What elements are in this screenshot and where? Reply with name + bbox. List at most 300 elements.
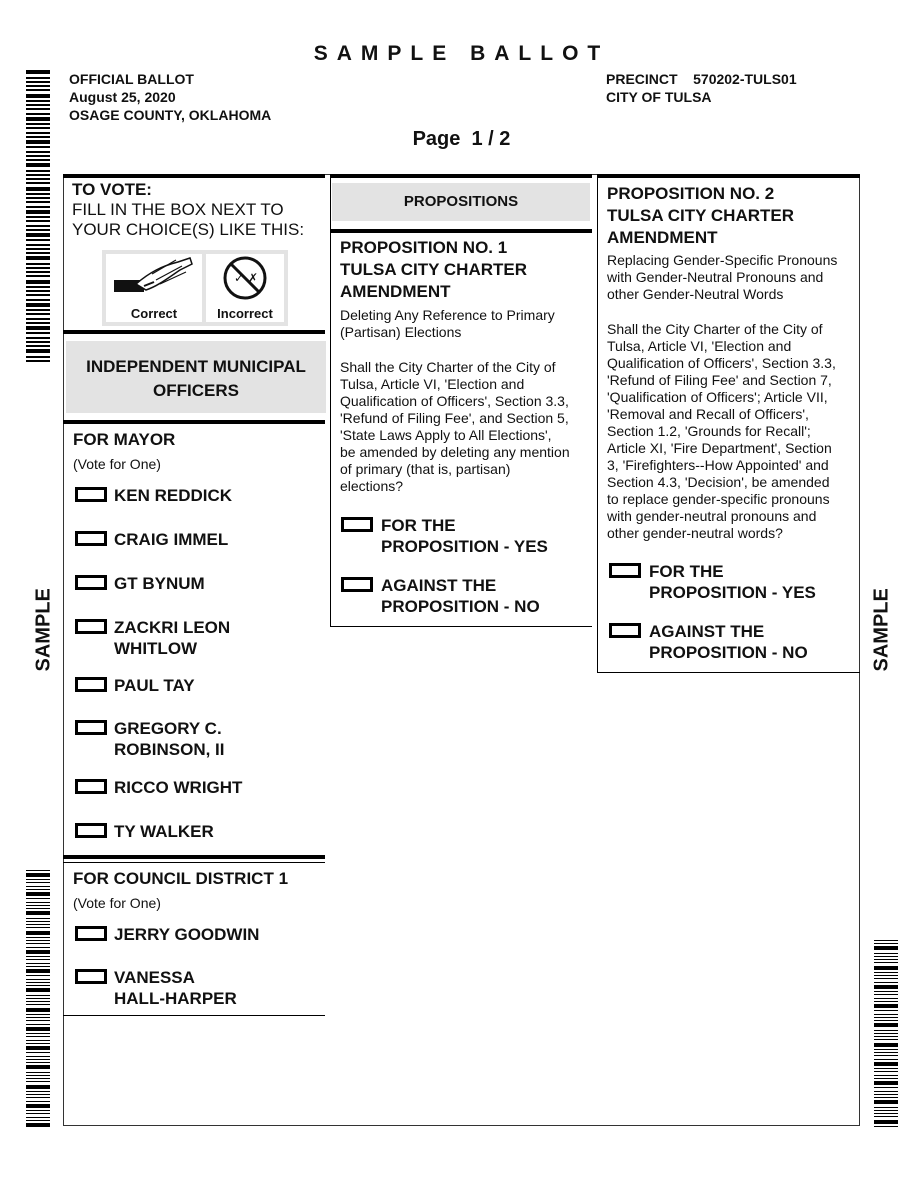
timing-mark [874, 985, 898, 989]
vote-box[interactable] [75, 677, 107, 692]
timing-mark [26, 1040, 50, 1041]
timing-mark [26, 248, 50, 250]
timing-mark [26, 140, 50, 144]
vote-box[interactable] [75, 779, 107, 794]
timing-mark [874, 1113, 898, 1114]
svg-text:✓: ✓ [234, 271, 245, 285]
prop-title-line: PROPOSITION NO. 2 [607, 184, 775, 203]
vote-box[interactable] [75, 575, 107, 590]
timing-mark [874, 975, 898, 976]
prop-subtitle-line: with Gender-Neutral Pronouns and [607, 269, 824, 285]
timing-mark [874, 1010, 898, 1011]
prop-rule [330, 229, 592, 233]
timing-mark [26, 908, 50, 909]
instructions-title: TO VOTE: [72, 180, 152, 199]
candidate-name: TY WALKER [114, 822, 214, 841]
timing-mark [26, 1014, 50, 1015]
timing-mark [26, 337, 50, 339]
timing-mark [26, 132, 50, 134]
timing-mark [874, 1049, 898, 1050]
timing-mark [26, 1094, 50, 1095]
timing-mark [26, 988, 50, 992]
timing-mark [26, 123, 50, 125]
candidate-name: JERRY GOODWIN [114, 925, 260, 944]
timing-mark [26, 998, 50, 999]
timing-mark [26, 151, 50, 153]
timing-mark [874, 962, 898, 963]
option-label-line: AGAINST THE [649, 622, 765, 641]
timing-mark [26, 225, 50, 227]
correct-example [106, 254, 202, 322]
prop-subtitle-line: other Gender-Neutral Words [607, 286, 784, 302]
timing-mark [874, 1023, 898, 1027]
vote-for-one: (Vote for One) [73, 895, 161, 911]
candidate-name-line: GREGORY C. [114, 719, 222, 738]
prohibited-marks-icon [206, 254, 284, 304]
timing-mark [26, 100, 50, 102]
timing-mark [874, 956, 898, 957]
option-label-line: PROPOSITION - YES [381, 537, 548, 556]
timing-mark [26, 77, 50, 79]
timing-mark [26, 1123, 50, 1127]
prop-text-line: Shall the City Charter of the City of [340, 359, 556, 375]
timing-mark [874, 966, 898, 970]
timing-mark [26, 905, 50, 906]
prop-text-line: to replace gender-specific pronouns [607, 491, 830, 507]
candidate-name: KEN REDDICK [114, 486, 233, 505]
timing-mark [26, 924, 50, 925]
column-top-rule [330, 174, 592, 178]
prop-text-line: other gender-neutral words? [607, 525, 783, 541]
timing-mark [874, 1004, 898, 1008]
timing-mark [26, 1078, 50, 1079]
timing-mark [26, 1046, 50, 1050]
instructions-line: FILL IN THE BOX NEXT TO [72, 200, 284, 219]
timing-mark [874, 1107, 898, 1108]
candidate-name-line: ROBINSON, II [114, 740, 225, 759]
timing-mark [26, 1027, 50, 1031]
prop-end-rule [597, 672, 860, 673]
timing-mark [26, 1059, 50, 1060]
vote-box[interactable] [75, 926, 107, 941]
timing-mark [874, 1091, 898, 1092]
candidate-name [114, 967, 237, 1009]
prop-text-line: 'Removal and Recall of Officers', [607, 406, 809, 422]
timing-mark [26, 1052, 50, 1053]
timing-mark [26, 187, 50, 191]
option-label-line: PROPOSITION - NO [649, 643, 808, 662]
marking-example [102, 250, 288, 326]
timing-mark [26, 892, 50, 896]
prop-subtitle-line: (Partisan) Elections [340, 324, 462, 340]
timing-mark [874, 1052, 898, 1053]
prop-text-line: Qualification of Officers', Section 3.3, [607, 355, 836, 371]
timing-mark [26, 963, 50, 964]
timing-mark [874, 1116, 898, 1117]
timing-mark [26, 995, 50, 996]
timing-mark [26, 982, 50, 983]
prop-text-line: with gender-neutral pronouns and [607, 508, 817, 524]
option-label [649, 561, 816, 603]
timing-mark [26, 345, 50, 347]
precinct-line: PRECINCT 570202-TULS01 [606, 71, 797, 87]
timing-mark [26, 229, 50, 231]
timing-mark [874, 943, 898, 944]
header-line: OSAGE COUNTY, OKLAHOMA [69, 107, 272, 123]
prop-text-line: Qualification of Officers', Section 3.3, [340, 393, 569, 409]
correct-label: Correct [130, 306, 178, 321]
prop-title-line: TULSA CITY CHARTER [607, 206, 794, 225]
section-header-line: INDEPENDENT MUNICIPAL [86, 357, 306, 376]
timing-mark [874, 940, 898, 941]
prop-text-line: be amended by deleting any mention [340, 444, 570, 460]
prop-text-line: Section 4.3, 'Decision', be amended [607, 474, 830, 490]
timing-mark [26, 146, 50, 148]
timing-mark [26, 201, 50, 203]
timing-mark [874, 1120, 898, 1124]
timing-mark [26, 341, 50, 343]
vote-instructions [72, 180, 304, 240]
timing-mark [26, 940, 50, 941]
timing-mark [26, 252, 50, 254]
vote-box[interactable] [609, 563, 641, 578]
timing-mark [26, 256, 50, 260]
timing-mark [26, 182, 50, 184]
timing-mark [26, 873, 50, 877]
timing-mark [26, 985, 50, 986]
ballot-title: SAMPLE BALLOT [313, 42, 610, 65]
timing-mark [26, 886, 50, 887]
timing-mark [26, 1091, 50, 1092]
timing-mark [26, 233, 50, 237]
timing-mark [26, 911, 50, 915]
timing-mark [26, 931, 50, 935]
prop-text-line: Tulsa, Article VI, 'Election and [607, 338, 792, 354]
timing-mark [26, 879, 50, 880]
timing-mark [26, 81, 50, 83]
prop-subtitle-line: Replacing Gender-Specific Pronouns [607, 252, 838, 268]
ballot-header-left [69, 70, 271, 124]
timing-mark [874, 1062, 898, 1066]
prop-title-line: TULSA CITY CHARTER [340, 260, 527, 279]
candidate-name-line: VANESSA [114, 968, 195, 987]
timing-mark [26, 275, 50, 277]
prop1-title [340, 237, 527, 303]
timing-mark [26, 969, 50, 973]
timing-mark [26, 136, 50, 138]
candidate-name [114, 718, 225, 760]
vote-box[interactable] [75, 969, 107, 984]
timing-mark [26, 309, 50, 311]
timing-mark [26, 244, 50, 246]
timing-mark [26, 210, 50, 214]
timing-mark [874, 1030, 898, 1031]
timing-mark [26, 1104, 50, 1108]
prop-end-rule [330, 626, 592, 627]
timing-mark [26, 271, 50, 273]
timing-mark [26, 299, 50, 301]
timing-mark [26, 918, 50, 919]
candidate-name-line: ZACKRI LEON [114, 618, 231, 637]
timing-mark [26, 1056, 50, 1057]
timing-mark [874, 1001, 898, 1002]
timing-mark [26, 1075, 50, 1076]
race-title-council: FOR COUNCIL DISTRICT 1 [73, 869, 289, 888]
timing-mark [874, 982, 898, 983]
candidate-name-line: HALL-HARPER [114, 989, 237, 1008]
prop-text-line: elections? [340, 478, 404, 494]
propositions-header-label: PROPOSITIONS [403, 193, 519, 210]
vote-box[interactable] [609, 623, 641, 638]
candidate-name: GT BYNUM [114, 574, 205, 593]
timing-mark [26, 318, 50, 320]
timing-mark [26, 174, 50, 176]
column-divider [597, 176, 598, 673]
page-number: Page 1 / 2 [412, 128, 511, 150]
prop2-subtitle [607, 252, 837, 303]
timing-mark [26, 360, 50, 362]
prop-text-line: 'State Laws Apply to All Elections', [340, 427, 552, 443]
timing-mark [26, 898, 50, 899]
timing-mark [26, 1065, 50, 1069]
timing-mark [26, 193, 50, 195]
timing-mark [26, 1043, 50, 1044]
timing-mark [874, 978, 898, 979]
option-label-line: PROPOSITION - YES [649, 583, 816, 602]
timing-mark [874, 1100, 898, 1104]
timing-mark [26, 943, 50, 944]
prop-text-line: 3, 'Firefighters--How Appointed' and [607, 457, 829, 473]
prop-text-line: of primary (that is, partisan) [340, 461, 511, 477]
timing-mark [874, 1078, 898, 1079]
candidate-name: CRAIG IMMEL [114, 530, 229, 549]
timing-mark [26, 1072, 50, 1073]
incorrect-label: Incorrect [217, 306, 273, 321]
timing-marks-left-top [26, 70, 50, 365]
timing-mark [26, 1036, 50, 1037]
timing-mark [874, 1097, 898, 1098]
prop-text-line: 'Refund of Filing Fee', and Section 5, [340, 410, 569, 426]
timing-mark [26, 950, 50, 954]
timing-mark [874, 1014, 898, 1015]
timing-mark [26, 70, 50, 74]
option-label-line: FOR THE [381, 516, 456, 535]
candidate-name: PAUL TAY [114, 676, 195, 695]
column-divider [330, 176, 331, 627]
timing-mark [26, 1110, 50, 1111]
timing-mark [26, 332, 50, 334]
option-label [649, 621, 808, 663]
timing-mark [26, 1117, 50, 1118]
timing-mark [874, 1039, 898, 1040]
timing-mark [26, 267, 50, 269]
timing-mark [26, 197, 50, 199]
timing-mark [26, 163, 50, 167]
timing-mark [26, 1097, 50, 1098]
timing-mark [26, 1085, 50, 1089]
side-sample-label-right: SAMPLE [870, 588, 893, 672]
prop2-question [607, 321, 836, 542]
option-label-line: PROPOSITION - NO [381, 597, 540, 616]
timing-mark [26, 178, 50, 180]
vote-box[interactable] [75, 487, 107, 502]
section-header-line: OFFICERS [153, 381, 239, 400]
timing-mark [26, 313, 50, 315]
vote-box[interactable] [75, 720, 107, 735]
timing-mark [26, 104, 50, 106]
timing-mark [26, 1062, 50, 1063]
timing-mark [874, 946, 898, 950]
timing-mark [26, 294, 50, 296]
vote-for-one: (Vote for One) [73, 456, 161, 472]
timing-mark [26, 947, 50, 948]
timing-mark [26, 239, 50, 241]
timing-mark [874, 1068, 898, 1069]
column-top-rule [63, 174, 325, 178]
ballot-header-right [606, 70, 797, 106]
vote-box[interactable] [75, 619, 107, 634]
prop1-subtitle [340, 307, 555, 341]
prop-text-line: 'Qualification of Officers'; Article VII, [607, 389, 828, 405]
race-end-rule [63, 1015, 325, 1016]
timing-mark [26, 216, 50, 218]
race-rule [63, 855, 325, 859]
timing-mark [26, 1004, 50, 1005]
timing-mark [26, 113, 50, 115]
timing-mark [26, 206, 50, 208]
timing-mark [874, 1055, 898, 1056]
timing-mark [874, 959, 898, 960]
timing-mark [26, 1001, 50, 1002]
timing-mark [26, 966, 50, 967]
timing-mark [26, 937, 50, 938]
timing-mark [874, 1110, 898, 1111]
timing-mark [26, 326, 50, 330]
timing-mark [26, 159, 50, 161]
vote-box[interactable] [75, 823, 107, 838]
timing-mark [26, 263, 50, 265]
timing-mark [26, 89, 50, 91]
timing-mark [26, 902, 50, 903]
candidate-name [114, 617, 230, 659]
timing-mark [26, 889, 50, 890]
prop-text-line: Tulsa, Article VI, 'Election and [340, 376, 525, 392]
timing-mark [26, 1020, 50, 1021]
timing-marks-right-bottom [874, 940, 898, 1130]
city-line: CITY OF TULSA [606, 89, 712, 105]
timing-mark [26, 1033, 50, 1034]
timing-mark [26, 356, 50, 358]
timing-mark [26, 870, 50, 871]
svg-text:✗: ✗ [248, 271, 259, 285]
prop-text-line: Section 1.2, 'Grounds for Recall'; [607, 423, 811, 439]
timing-mark [874, 991, 898, 992]
timing-mark [874, 1017, 898, 1018]
option-label-line: FOR THE [649, 562, 724, 581]
timing-mark [26, 94, 50, 98]
timing-mark [874, 972, 898, 973]
timing-mark [26, 117, 50, 121]
prop2-title [607, 183, 794, 249]
propositions-header [332, 183, 590, 221]
timing-mark [874, 1071, 898, 1072]
timing-mark [874, 1075, 898, 1076]
prop1-question [340, 359, 570, 495]
prop-text-line: Shall the City Charter of the City of [607, 321, 823, 337]
prop-subtitle-line: Deleting Any Reference to Primary [340, 307, 555, 323]
timing-mark [26, 921, 50, 922]
timing-mark [26, 1008, 50, 1012]
timing-mark [26, 927, 50, 928]
timing-mark [26, 956, 50, 957]
timing-mark [26, 170, 50, 172]
prop-title-line: AMENDMENT [607, 228, 718, 247]
side-sample-label-left: SAMPLE [32, 588, 55, 672]
timing-mark [26, 286, 50, 288]
vote-box[interactable] [75, 531, 107, 546]
timing-mark [874, 994, 898, 995]
timing-mark [874, 1126, 898, 1127]
candidate-name-line: WHITLOW [114, 639, 198, 658]
prop-text-line: 'Refund of Filing Fee' and Section 7, [607, 372, 832, 388]
timing-mark [874, 1043, 898, 1047]
header-line: OFFICIAL BALLOT [69, 71, 194, 87]
timing-mark [26, 322, 50, 324]
race-title-mayor: FOR MAYOR [73, 430, 176, 449]
race-rule [63, 420, 325, 424]
vote-box[interactable] [341, 517, 373, 532]
column-top-rule [597, 174, 860, 178]
timing-mark [874, 1020, 898, 1021]
timing-mark [26, 1113, 50, 1114]
option-label [381, 575, 540, 617]
timing-mark [874, 1081, 898, 1085]
timing-mark [874, 953, 898, 954]
timing-mark [26, 290, 50, 292]
timing-mark [26, 220, 50, 222]
timing-mark [26, 1024, 50, 1025]
timing-mark [26, 127, 50, 129]
option-label-line: AGAINST THE [381, 576, 497, 595]
timing-mark [26, 1101, 50, 1102]
incorrect-example [206, 254, 284, 322]
timing-mark [26, 1017, 50, 1018]
timing-mark [874, 1059, 898, 1060]
timing-mark [26, 303, 50, 307]
timing-mark [26, 85, 50, 87]
timing-mark [26, 1081, 50, 1082]
timing-mark [26, 155, 50, 157]
prop-text-line: Article XI, 'Fire Department', Section [607, 440, 832, 456]
vote-box[interactable] [341, 577, 373, 592]
section-rule [63, 330, 325, 334]
timing-mark [26, 349, 50, 353]
timing-mark [26, 959, 50, 960]
header-line: August 25, 2020 [69, 89, 176, 105]
timing-mark [874, 1094, 898, 1095]
option-label [381, 515, 548, 557]
prop-title-line: PROPOSITION NO. 1 [340, 238, 508, 257]
timing-mark [26, 108, 50, 110]
prop-title-line: AMENDMENT [340, 282, 451, 301]
timing-mark [874, 1036, 898, 1037]
timing-mark [874, 1087, 898, 1088]
race-rule-thin [63, 862, 325, 863]
timing-mark [26, 975, 50, 976]
timing-mark [26, 979, 50, 980]
section-header [66, 341, 326, 413]
candidate-name: RICCO WRIGHT [114, 778, 243, 797]
